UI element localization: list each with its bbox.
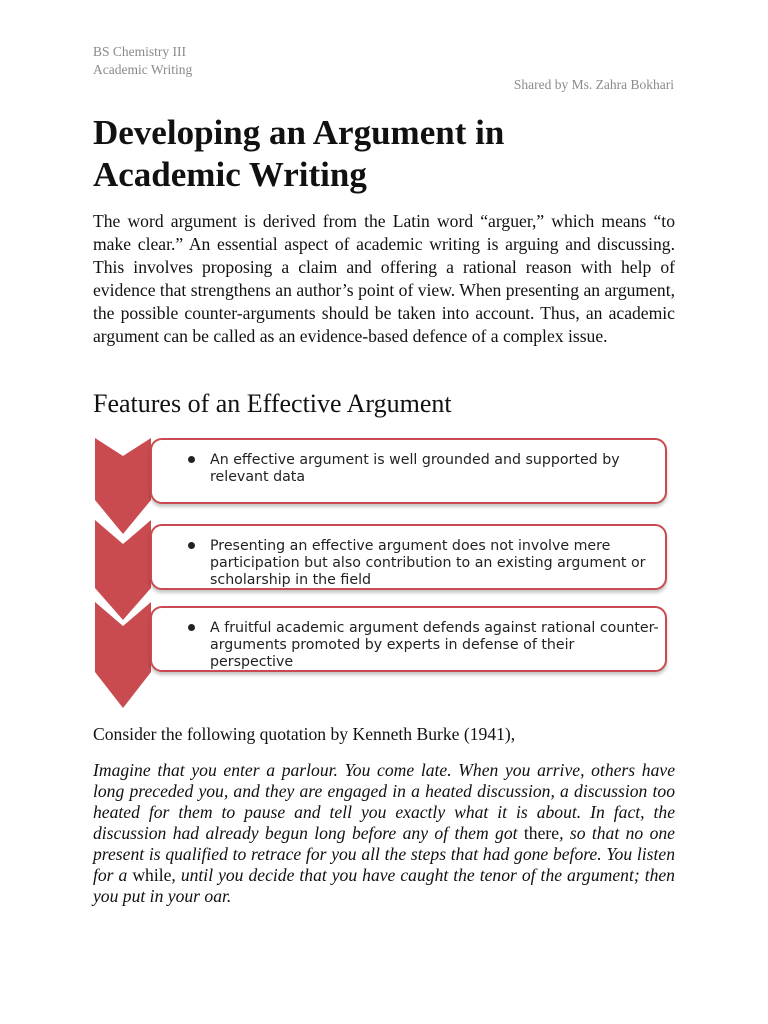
chevron-1: [95, 438, 151, 534]
bullet-icon: [188, 456, 195, 463]
title-line-2: Academic Writing: [93, 155, 367, 194]
feature-item-1: [150, 438, 667, 504]
feature-text-1: An effective argument is well grounded and supported by relevant data: [210, 452, 620, 485]
course-label: BS Chemistry III: [93, 44, 186, 59]
bullet-icon: [188, 624, 195, 631]
feature-text-3: A fruitful academic argument defends against rational counter-arguments promoted by experts in defense of their perspective: [210, 620, 659, 670]
quote-upright-2: while: [132, 865, 172, 885]
shared-by-label: Shared by Ms. Zahra Bokhari: [513, 77, 674, 92]
burke-quotation: [93, 760, 675, 907]
quote-part-3: , until you decide that you have caught the tenor of the argument; then you put in your oar.: [93, 865, 675, 906]
feature-text-2: Presenting an effective argument does not involve mere participation but also contribution to an existing argument or scholarship in the field: [210, 538, 646, 588]
intro-paragraph: The word argument is derived from the Latin word “arguer,” which means “to make clear.” An essential aspect of academic writing is arguing and discussing. This involves proposing a claim and offering a rational reason with help of evidence that strengthens an author’s point of view. When presenting an argument, the possible counter-arguments should be taken into account. Thus, an academic argument can be called as an evidence-based defence of a complex issue.: [93, 211, 675, 346]
feature-item-3: [150, 606, 667, 672]
bullet-icon: [188, 542, 195, 549]
features-diagram: [93, 438, 675, 710]
quote-upright-1: there: [523, 823, 560, 843]
chevron-2: [95, 520, 151, 620]
subject-label: Academic Writing: [93, 62, 193, 77]
feature-item-2: [150, 524, 667, 590]
document-header: [93, 43, 192, 79]
page-title: [93, 112, 683, 196]
title-line-1: Developing an Argument in: [93, 113, 505, 152]
features-heading: Features of an Effective Argument: [93, 389, 452, 418]
quote-part-2: , so that no one present is qualified to retrace for you all the steps that had gone before. You listen for a: [93, 823, 675, 885]
quote-intro: Consider the following quotation by Kenneth Burke (1941),: [93, 724, 516, 744]
quote-part-1: Imagine that you enter a parlour. You come late. When you arrive, others have long preceded you, and they are engaged in a heated discussion, a discussion too heated for them to pause and tell you exactly what it is about. In fact, the discussion had already begun long before any of them got: [93, 760, 675, 843]
